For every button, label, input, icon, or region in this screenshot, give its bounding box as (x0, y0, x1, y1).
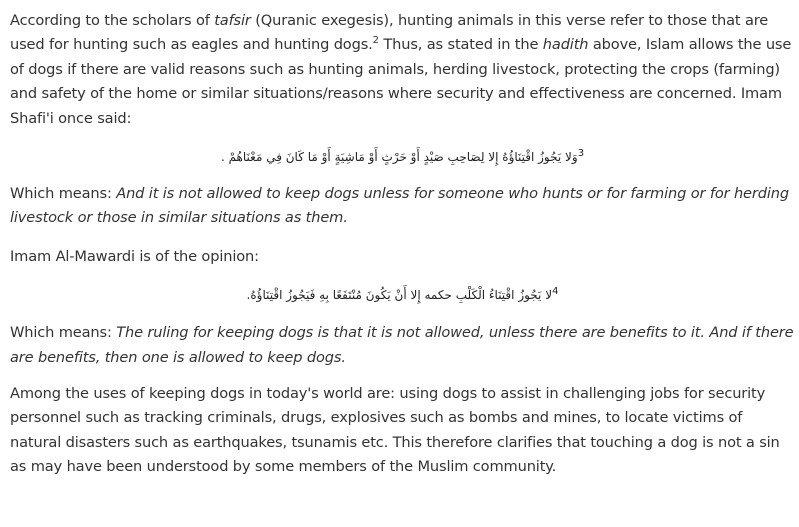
footnote-marker: 4 (552, 286, 559, 298)
paragraph-text: above, Islam allows the use of dogs if there are valid reasons such as hunting animals, herding livestock, protecting the crops (farming) and safety of the home or similar situations/reasons where security and effectiveness are concerned. Imam Shafi'i once said: (10, 36, 792, 127)
paragraph-text: Thus, as stated in the (378, 36, 543, 54)
paragraph-text: (Quranic exegesis), hunting animals in this verse refer to those that are used for hunting such as eagles and hunting dogs. (10, 12, 769, 54)
paragraph-tafsir (10, 9, 795, 131)
footnote-marker: 2 (372, 35, 379, 47)
paragraph-modern-uses: Among the uses of keeping dogs in today's world are: using dogs to assist in challenging jobs for security personnel such as tracking criminals, drugs, explosives such as bombs and mines, to locate victims of natural disasters such as earthquakes, tsunamis etc. This therefore clarifies that touching a dog is not a sin as may have been understood by some members of the Muslim community. (10, 385, 780, 476)
term-tafsir: tafsir (214, 12, 251, 29)
arabic-text: وَلا يَجُوزُ اقْتِنَاؤُهُ إِلا لِصَاحِبِ صَيْدٍ أَوْ حَرْثٍ أَوْ مَاشِيَةٍ أَوْ مَا كَانَ فِي مَعْنَاهُمْ . (220, 150, 578, 165)
meaning-label: Which means: (10, 324, 117, 342)
intro-mawardi: Imam Al-Mawardi is of the opinion: (10, 247, 259, 265)
paragraph-text: According to the scholars of (10, 12, 215, 29)
meaning-shafii (10, 182, 795, 231)
meaning-label: Which means: (10, 185, 117, 203)
meaning-text: The ruling for keeping dogs is that it is not allowed, unless there are benefits to it. And if there are benefits, then one is allowed to keep dogs. (10, 324, 794, 366)
arabic-quote-mawardi (10, 285, 795, 305)
arabic-text: لا يَجُوزُ اقْتِنَاءُ الْكَلْبِ حكمه إِلا أَنْ يَكُونَ مُنْتَفَعًا بِهِ فَيَجُوزُ اقْتِنَاؤُهُ. (246, 288, 553, 303)
footnote-marker: 3 (577, 148, 585, 160)
meaning-mawardi (10, 321, 795, 370)
arabic-quote-shafii (10, 147, 795, 167)
article-body (10, 9, 795, 480)
meaning-text: And it is not allowed to keep dogs unless for someone who hunts or for farming or for herding livestock or those in similar situations as them. (10, 185, 789, 227)
term-hadith: hadith (542, 36, 589, 54)
